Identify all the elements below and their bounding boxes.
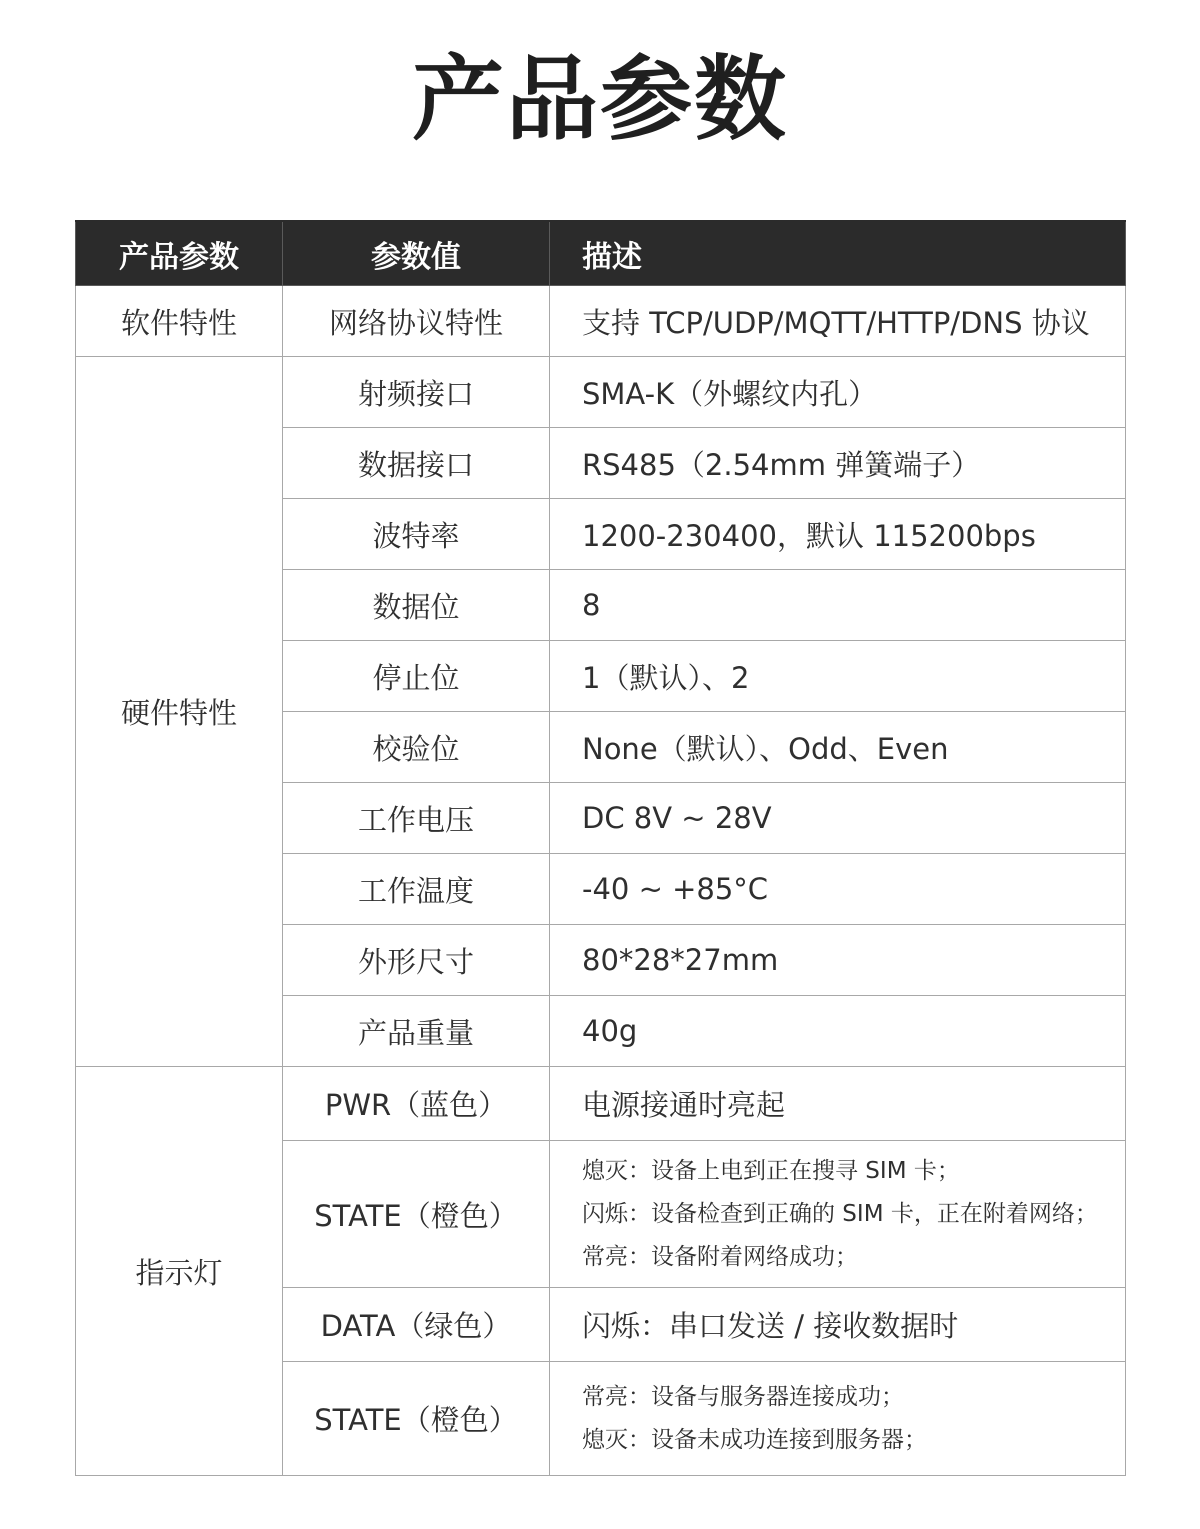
table-row	[76, 286, 1126, 357]
value-cell: 1（默认）、2	[550, 641, 1126, 712]
value-cell-multiline	[550, 1362, 1126, 1476]
value-cell: 8	[550, 570, 1126, 641]
param-cell: 校验位	[283, 712, 550, 783]
value-line: 熄灭：设备上电到正在搜寻 SIM 卡；	[582, 1157, 960, 1184]
value-line: 闪烁：设备检查到正确的 SIM 卡，正在附着网络；	[582, 1200, 1098, 1227]
param-cell: DATA（绿色）	[283, 1288, 550, 1362]
param-cell: PWR（蓝色）	[283, 1067, 550, 1141]
table-row	[76, 1067, 1126, 1141]
value-cell: RS485（2.54mm 弹簧端子）	[550, 428, 1126, 499]
param-cell: 射频接口	[283, 357, 550, 428]
category-indicator: 指示灯	[76, 1067, 283, 1476]
category-hardware: 硬件特性	[76, 357, 283, 1067]
param-cell: 波特率	[283, 499, 550, 570]
param-cell: 外形尺寸	[283, 925, 550, 996]
table-header-row	[76, 221, 1126, 286]
value-cell: 1200-230400，默认 115200bps	[550, 499, 1126, 570]
param-cell: 数据接口	[283, 428, 550, 499]
param-cell: 产品重量	[283, 996, 550, 1067]
value-line: 常亮：设备附着网络成功；	[582, 1243, 858, 1270]
value-line: 常亮：设备与服务器连接成功；	[582, 1383, 904, 1410]
spec-table	[75, 220, 1126, 1476]
value-cell: 电源接通时亮起	[550, 1067, 1126, 1141]
header-description: 描述	[550, 221, 1126, 286]
value-cell-multiline	[550, 1141, 1126, 1288]
category-software: 软件特性	[76, 286, 283, 357]
value-cell: 闪烁：串口发送 / 接收数据时	[550, 1288, 1126, 1362]
value-cell: None（默认）、Odd、Even	[550, 712, 1126, 783]
param-cell: 工作温度	[283, 854, 550, 925]
value-cell: 80*28*27mm	[550, 925, 1126, 996]
header-param: 参数值	[283, 221, 550, 286]
page-title: 产品参数	[411, 46, 788, 153]
value-line: 熄灭：设备未成功连接到服务器；	[582, 1426, 927, 1453]
value-cell: -40 ~ +85°C	[550, 854, 1126, 925]
header-category: 产品参数	[76, 221, 283, 286]
param-cell: 数据位	[283, 570, 550, 641]
table-row	[76, 357, 1126, 428]
param-cell: STATE（橙色）	[283, 1141, 550, 1288]
param-cell: STATE（橙色）	[283, 1362, 550, 1476]
value-cell: 支持 TCP/UDP/MQTT/HTTP/DNS 协议	[550, 286, 1126, 357]
param-cell: 网络协议特性	[283, 286, 550, 357]
value-cell: SMA-K（外螺纹内孔）	[550, 357, 1126, 428]
value-cell: DC 8V ~ 28V	[550, 783, 1126, 854]
param-cell: 工作电压	[283, 783, 550, 854]
param-cell: 停止位	[283, 641, 550, 712]
value-cell: 40g	[550, 996, 1126, 1067]
